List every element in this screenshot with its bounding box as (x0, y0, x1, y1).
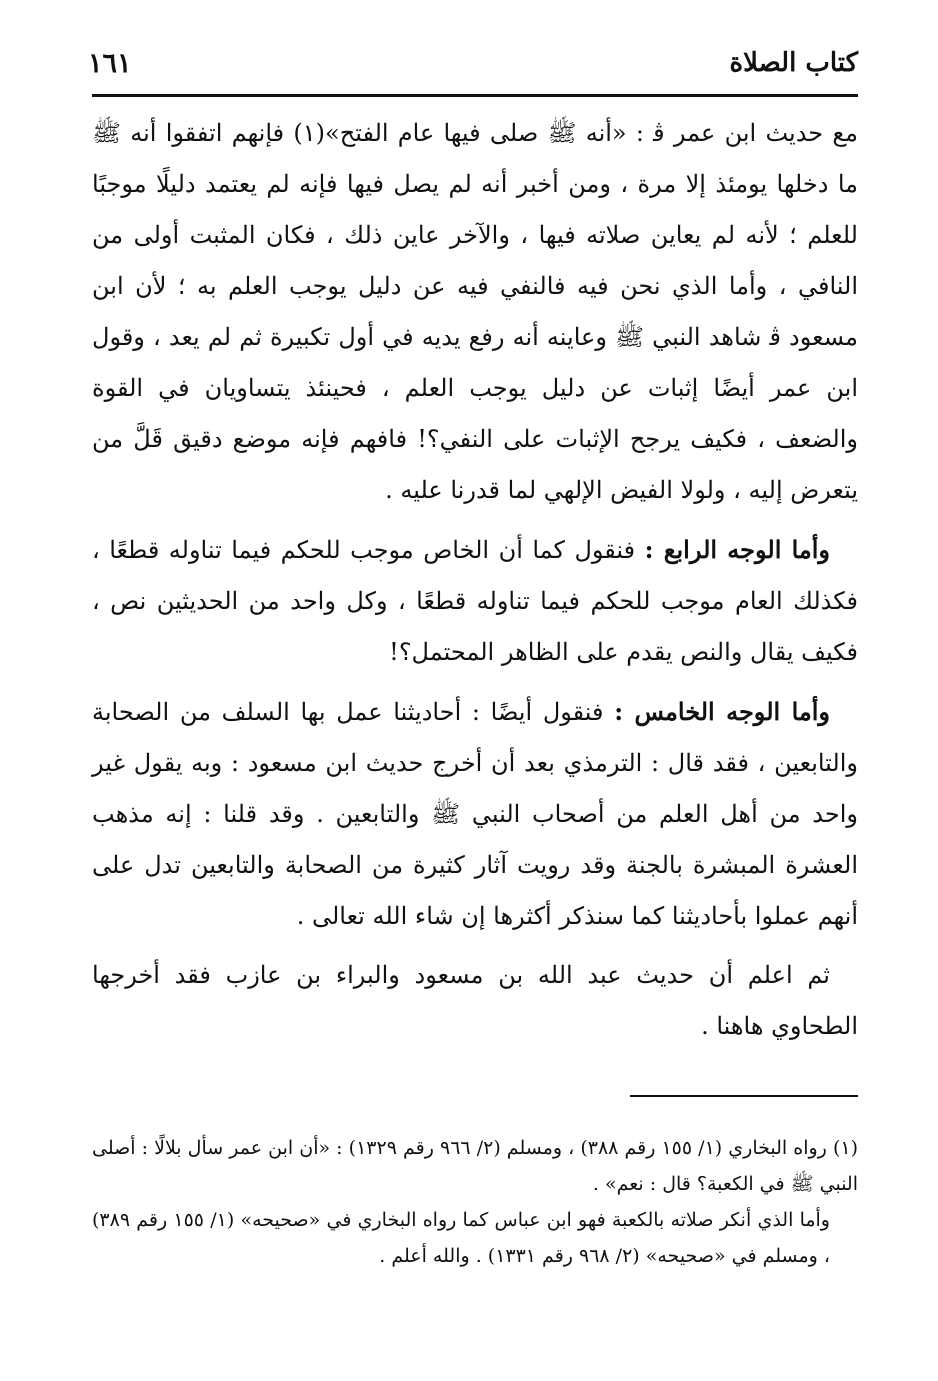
running-title: كتاب الصلاة (729, 48, 858, 78)
paragraph-3-text: فنقول أيضًا : أحاديثنا عمل بها السلف من الصحابة والتابعين ، فقد قال : الترمذي بعد أن أخرج حديث ابن مسعود : وبه يقول غير واحد من أهل العلم من أصحاب النبي ﷺ والتابعين . وقد قلنا : إنه مذهب العشرة المبشرة بالجنة وقد رويت آثار كثيرة من الصحابة والتابعين تدل على أنهم عملوا بأحاديثنا كما سنذكر أكثرها إن شاء الله تعالى . (92, 698, 858, 930)
header-rule (92, 94, 858, 97)
footnote-separator (630, 1095, 858, 1097)
footnote-1-continuation: وأما الذي أنكر صلاته بالكعبة فهو ابن عباس كما رواه البخاري في «صحيحه» (١/ ١٥٥ رقم ٣٨٩) ، ومسلم في «صحيحه» (٢/ ٩٦٨ رقم ١٣٣١) . والله أعلم . (92, 1209, 830, 1267)
paragraph-4: ثم اعلم أن حديث عبد الله بن مسعود والبراء بن عازب فقد أخرجها الطحاوي هاهنا . (92, 961, 858, 1040)
page-header (88, 38, 858, 88)
paragraph-3-heading: وأما الوجه الخامس : (614, 697, 830, 726)
footnotes (92, 1130, 858, 1274)
paragraph-2-heading: وأما الوجه الرابع : (644, 535, 830, 564)
footnote-1: (١) رواه البخاري (١/ ١٥٥ رقم ٣٨٨) ، ومسلم (٢/ ٩٦٦ رقم ١٣٢٩) : «أن ابن عمر سأل بلالًا : أصلى النبي ﷺ في الكعبة؟ قال : نعم» . (92, 1137, 858, 1195)
paragraph-2-text: فنقول كما أن الخاص موجب للحكم فيما تناوله قطعًا ، فكذلك العام موجب للحكم فيما تناوله قطعًا ، وكل واحد من الحديثين نص ، فكيف يقال والنص يقدم على الظاهر المحتمل؟! (92, 536, 858, 666)
paragraph-1: مع حديث ابن عمر ﭬ : «أنه ﷺ صلى فيها عام الفتح»(١) فإنهم اتفقوا أنه ﷺ ما دخلها يومئذ إلا مرة ، ومن أخبر أنه لم يصل فيها فإنه لم يعتمد دليلًا موجبًا للعلم ؛ لأنه لم يعاين صلاته فيها ، والآخر عاين ذلك ، فكان المثبت أولى من النافي ، وأما الذي نحن فيه فالنفي فيه عن دليل يوجب العلم به ؛ لأن ابن مسعود ﭬ شاهد النبي ﷺ وعاينه أنه رفع يديه في أول تكبيرة ثم لم يعد ، وقول ابن عمر أيضًا إثبات عن دليل يوجب العلم ، فحينئذ يتساويان في القوة والضعف ، فكيف يرجح الإثبات على النفي؟! فافهم فإنه موضع دقيق قَلَّ من يتعرض إليه ، ولولا الفيض الإلهي لما قدرنا عليه . (92, 119, 859, 504)
main-text (92, 108, 858, 1060)
paragraph-2 (92, 524, 858, 678)
page-number: ١٦١ (88, 47, 132, 79)
paragraph-3 (92, 686, 858, 942)
